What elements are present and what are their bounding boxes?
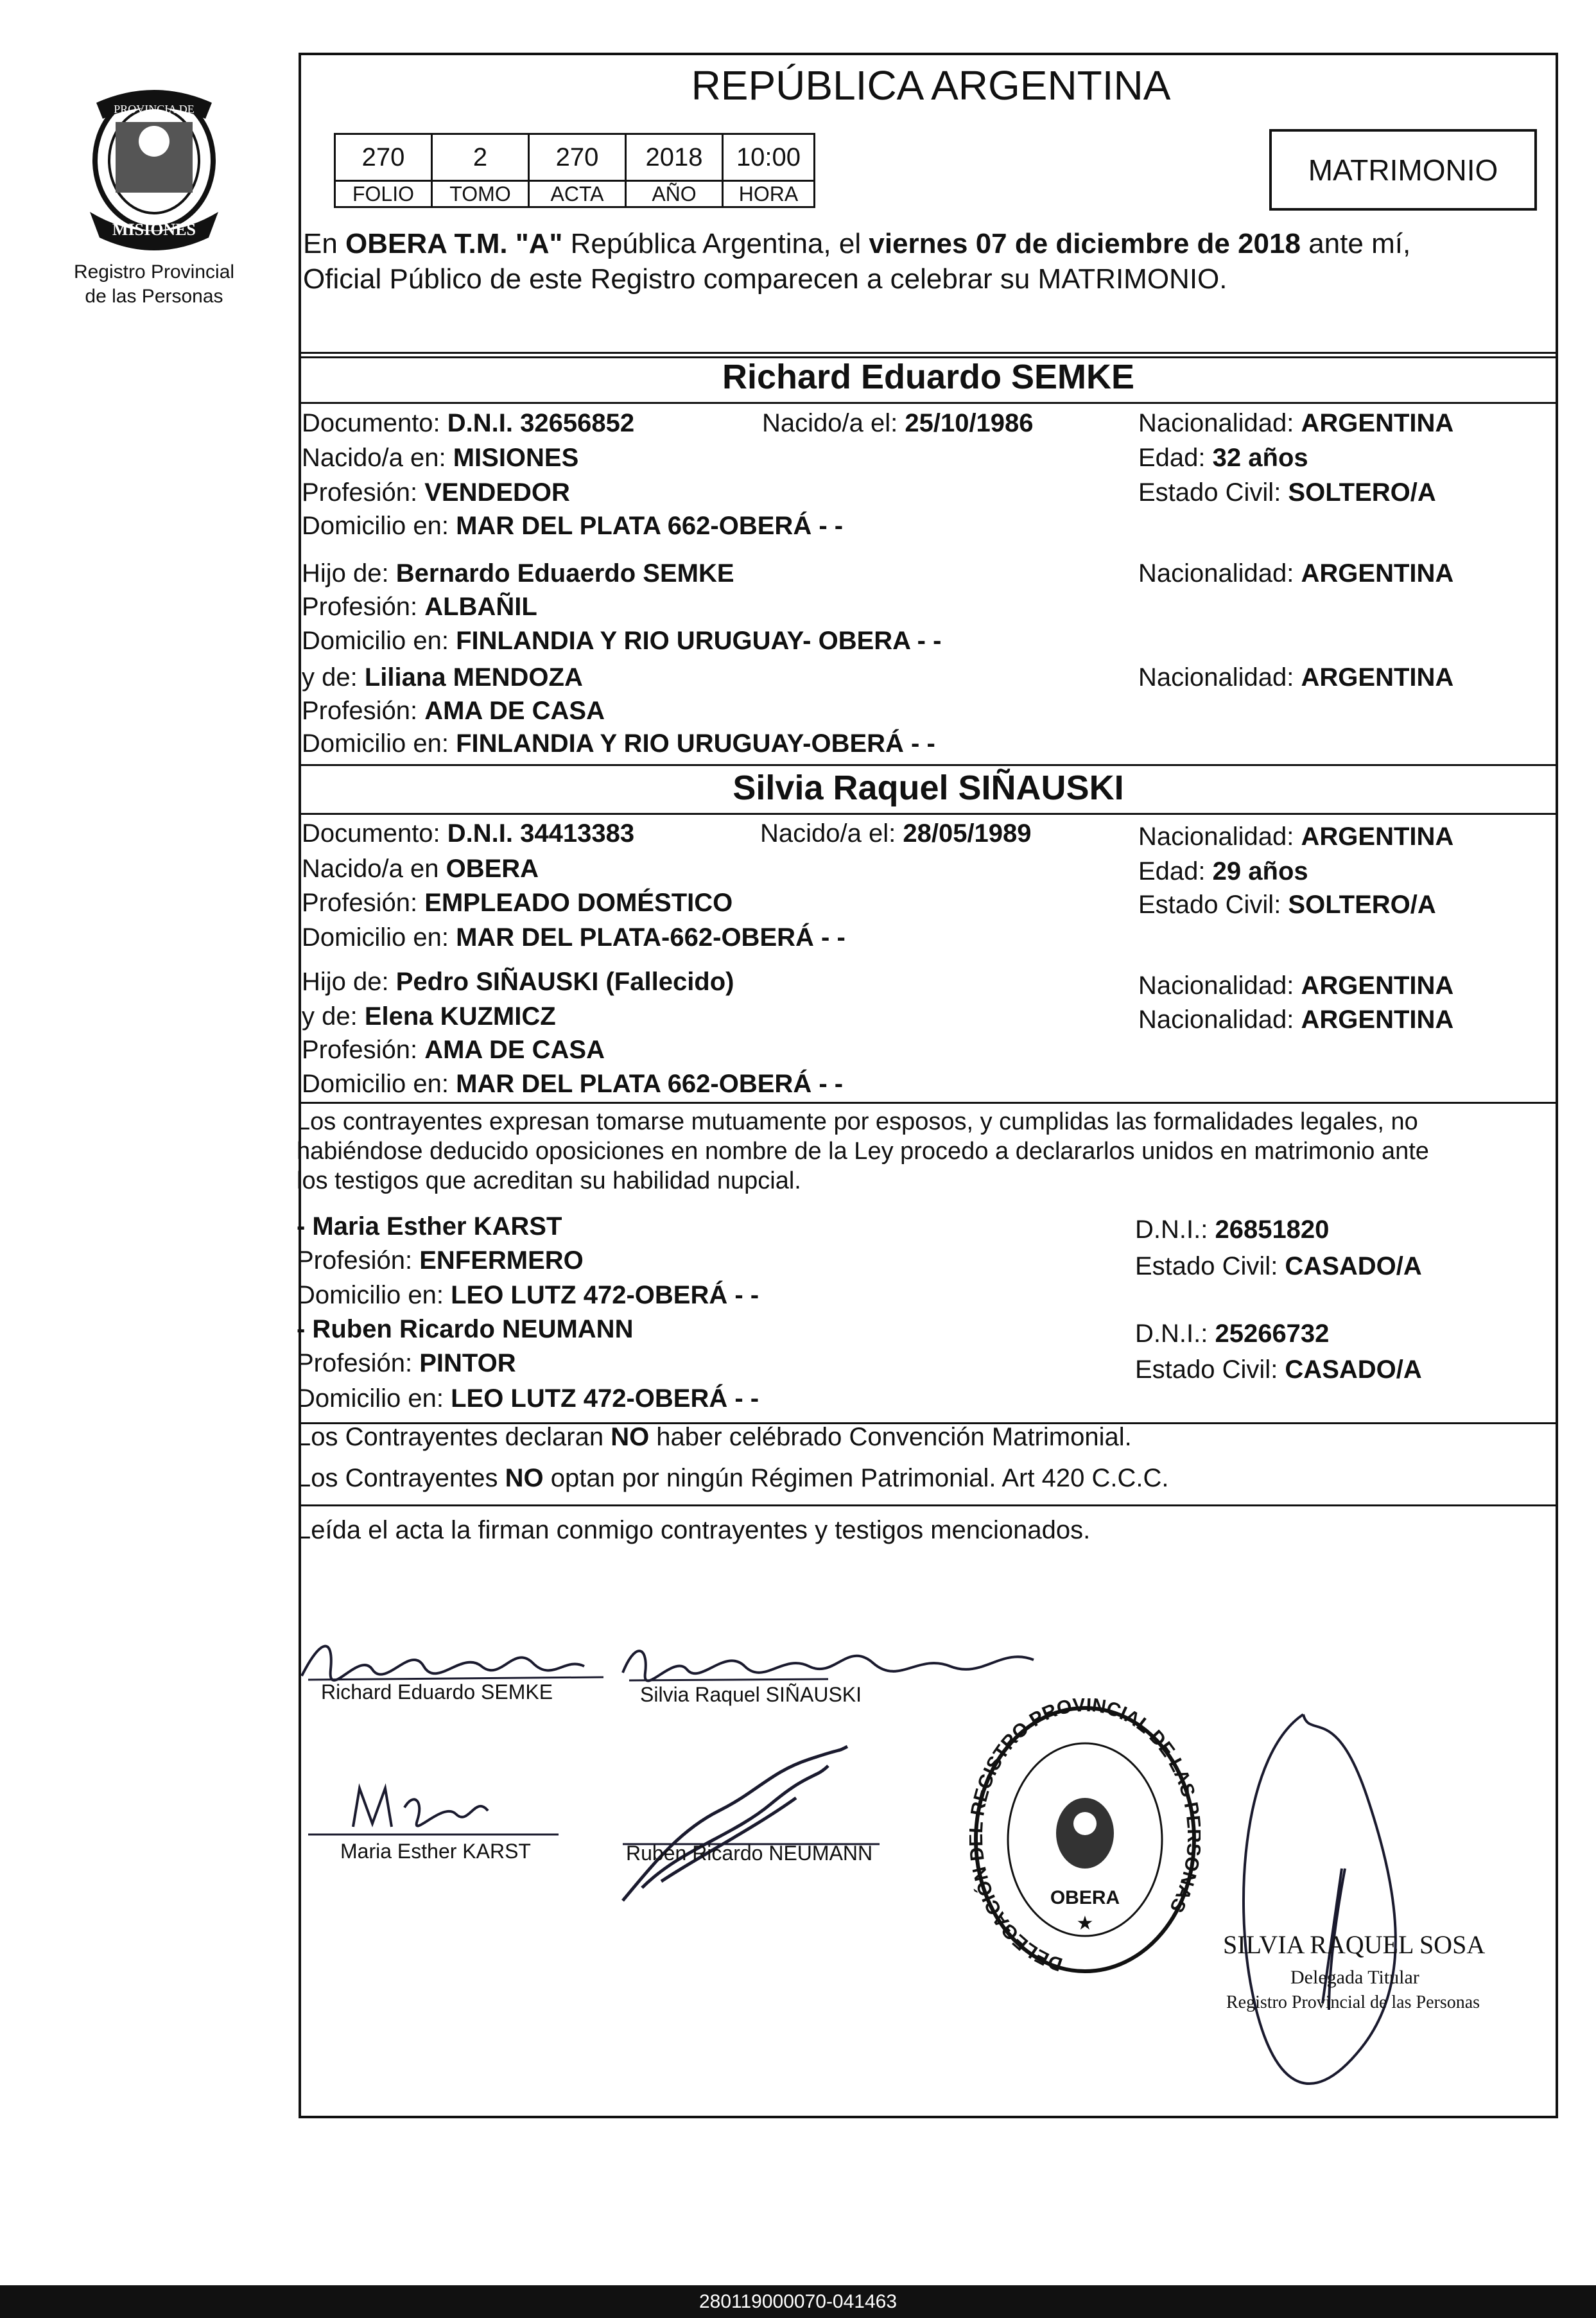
closing-text: Leída el acta la firman conmigo contrayentes y testigos mencionados. [297, 1516, 1091, 1544]
footer-code: 280119000070-041463 [0, 2285, 1596, 2318]
witness1-civil-status: Estado Civil: CASADO/A [1135, 1252, 1422, 1280]
signature-label-spouse1: Richard Eduardo SEMKE [321, 1680, 553, 1704]
witness1-name: - Maria Esther KARST [297, 1212, 562, 1241]
official-name: SILVIA RAQUEL SOSA [1223, 1930, 1486, 1959]
spouse2-mother: y de: Elena KUZMICZ [302, 1002, 556, 1031]
record-meta-table [334, 133, 815, 208]
signature-witness1 [302, 1775, 584, 1840]
regime-patrimonial: Los Contrayentes NO optan por ningún Régimen Patrimonial. Art 420 C.C.C. [297, 1464, 1169, 1492]
record-type-badge: MATRIMONIO [1269, 129, 1537, 211]
acta-value: 270 [529, 134, 626, 181]
signature-label-spouse2: Silvia Raquel SIÑAUSKI [640, 1683, 862, 1706]
witness1-dni: D.N.I.: 26851820 [1135, 1216, 1330, 1244]
spouse2-mother-address: Domicilio en: MAR DEL PLATA 662-OBERÁ - - [302, 1070, 844, 1098]
spouse2-father-nationality: Nacionalidad: ARGENTINA [1138, 972, 1454, 1000]
folio-value: 270 [335, 134, 432, 181]
witness2-name: - Ruben Ricardo NEUMANN [297, 1315, 634, 1343]
tomo-label: TOMO [432, 181, 529, 207]
spouse1-father-nationality: Nacionalidad: ARGENTINA [1138, 559, 1454, 588]
spouse2-address: Domicilio en: MAR DEL PLATA-662-OBERÁ - - [302, 923, 846, 952]
spouse1-mother-nationality: Nacionalidad: ARGENTINA [1138, 663, 1454, 692]
intro-line-1: En OBERA T.M. "A" República Argentina, el viernes 07 de diciembre de 2018 ante mí, [303, 228, 1411, 259]
official-seal [969, 1698, 1201, 1981]
registry-name: Registro Provincial de las Personas [73, 261, 235, 307]
hour-value: 10:00 [723, 134, 815, 181]
spouse2-mother-profession: Profesión: AMA DE CASA [302, 1036, 605, 1064]
declaration-text: Los contrayentes expresan tomarse mutuamente por esposos, y cumplidas las formalidades legales, no habiéndose deducido oposiciones en nombre de la Ley procedo a declararlos unidos en matrimonio ante los testigos que acreditan su habilidad nupcial. [297, 1108, 1429, 1194]
spouse2-father: Hijo de: Pedro SIÑAUSKI (Fallecido) [302, 968, 734, 996]
spouse1-father: Hijo de: Bernardo Eduaerdo SEMKE [302, 559, 734, 588]
spouse1-age: Edad: 32 años [1138, 444, 1308, 472]
acta-label: ACTA [529, 181, 626, 207]
svg-text:DELEGACIÓN DEL REGISTRO PROVIN: DELEGACIÓN EGISTRO PROVINCIAL DE LAS NAS [969, 1698, 1201, 1975]
svg-text:PROVINCIA DE: PROVINCIA DE [114, 103, 195, 116]
spouse2-document: Documento: D.N.I. 34413383 [302, 819, 635, 848]
spouse1-civil-status: Estado Civil: SOLTERO/A [1138, 478, 1436, 507]
year-value: 2018 [626, 134, 723, 181]
witness2-profession: Profesión: PINTOR [297, 1349, 516, 1377]
province-logo [77, 83, 231, 250]
official-title: Delegada Titular [1290, 1967, 1419, 1988]
signature-witness2 [603, 1734, 912, 1913]
svg-text:★: ★ [1076, 1913, 1094, 1934]
spouse1-birthdate: Nacido/a el: 25/10/1986 [762, 409, 1034, 437]
witness2-civil-status: Estado Civil: CASADO/A [1135, 1355, 1422, 1384]
spouse2-mother-nationality: Nacionalidad: ARGENTINA [1138, 1006, 1454, 1034]
spouse1-profession: Profesión: VENDEDOR [302, 478, 570, 507]
spouse1-nationality: Nacionalidad: ARGENTINA [1138, 409, 1454, 437]
witness2-address: Domicilio en: LEO LUTZ 472-OBERÁ - - [297, 1384, 759, 1413]
spouse1-birthplace: Nacido/a en: MISIONES [302, 444, 579, 472]
spouse1-mother: y de: Liliana MENDOZA [302, 663, 583, 692]
spouse1-mother-address: Domicilio en: FINLANDIA Y RIO URUGUAY-OBERÁ - - [302, 729, 935, 758]
spouse2-profession: Profesión: EMPLEADO DOMÉSTICO [302, 889, 733, 917]
regime-convention: Los Contrayentes declaran NO haber celébrado Convención Matrimonial. [297, 1423, 1132, 1451]
spouse1-address: Domicilio en: MAR DEL PLATA 662-OBERÁ - - [302, 512, 844, 540]
tomo-value: 2 [432, 134, 529, 181]
hour-label: HORA [723, 181, 815, 207]
spouse2-name: Silvia Raquel SIÑAUSKI [733, 769, 1124, 807]
spouse1-father-profession: Profesión: ALBAÑIL [302, 593, 537, 621]
spouse1-name: Richard Eduardo SEMKE [722, 358, 1135, 396]
signature-label-witness2: Ruben Ricardo NEUMANN [626, 1842, 873, 1865]
spouse2-birthdate: Nacido/a el: 28/05/1989 [760, 819, 1032, 848]
signature-label-witness1: Maria Esther KARST [340, 1840, 531, 1863]
official-office: Registro Provincial de las Personas [1226, 1992, 1480, 2012]
spouse2-civil-status: Estado Civil: SOLTERO/A [1138, 891, 1436, 919]
witness1-address: Domicilio en: LEO LUTZ 472-OBERÁ - - [297, 1281, 759, 1309]
witness2-dni: D.N.I.: 25266732 [1135, 1320, 1330, 1348]
official-signature [1233, 1702, 1489, 2100]
svg-text:OBERA: OBERA [1050, 1887, 1120, 1908]
spouse1-document: Documento: D.N.I. 32656852 [302, 409, 635, 437]
intro-line-2: Oficial Público de este Registro comparecen a celebrar su MATRIMONIO. [303, 263, 1227, 295]
spouse2-age: Edad: 29 años [1138, 857, 1308, 885]
spouse2-birthplace: Nacido/a en OBERA [302, 855, 539, 883]
spouse1-mother-profession: Profesión: AMA DE CASA [302, 697, 605, 725]
year-label: AÑO [626, 181, 723, 207]
country-title: REPÚBLICA ARGENTINA [691, 62, 1171, 109]
spouse1-father-address: Domicilio en: FINLANDIA Y RIO URUGUAY- OBERA - - [302, 627, 942, 655]
spouse2-nationality: Nacionalidad: ARGENTINA [1138, 823, 1454, 851]
folio-label: FOLIO [335, 181, 432, 207]
witness1-profession: Profesión: ENFERMERO [297, 1246, 584, 1275]
svg-text:MISIONES: MISIONES [112, 220, 196, 239]
